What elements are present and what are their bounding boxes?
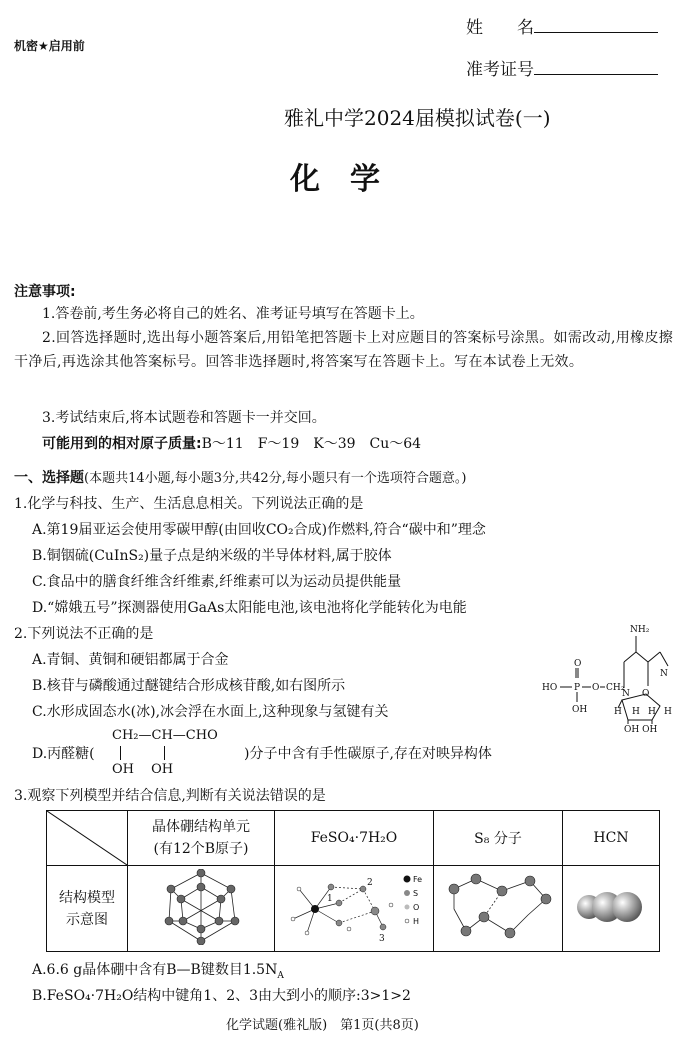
q1-stem: 1.化学与科技、生产、生活息息相关。下列说法正确的是 (14, 496, 364, 512)
q2-option-d-post: )分子中含有手性碳原子,存在对映异构体 (244, 746, 492, 762)
section-heading (14, 468, 466, 489)
q1-option-c: C.食品中的膳食纤维含纤维素,纤维素可以为运动员提供能量 (32, 574, 402, 590)
name-field (466, 14, 658, 40)
name-label: 姓 名 (466, 18, 534, 38)
notice-item-1: 1.答卷前,考生务必将自己的姓名、准考证号填写在答题卡上。 (42, 306, 424, 322)
legend-fe: Fe (413, 874, 423, 884)
notice-item-3: 3.考试结束后,将本试题卷和答题卡一并交回。 (42, 410, 326, 426)
hcn-model-cell (563, 866, 660, 952)
nh2-label: NH₂ (630, 625, 650, 635)
boron-icosahedron-image (161, 869, 241, 945)
section-desc: (本题共14小题,每小题3分,共42分,每小题只有一个选项符合题意。) (84, 471, 467, 486)
s8-ring-image (438, 869, 558, 945)
angle-label-1: 1 (327, 893, 333, 904)
table-corner-cell (47, 811, 128, 866)
ether-o-label: O (592, 683, 600, 693)
notice-item-2: 2.回答选择题时,选出每小题答案后,用铅笔把答题卡上对应题目的答案标号涂黑。如需改动,用橡皮擦干净后,再选涂其他答案标号。回答非选择题时,将答案写在答题卡上。写在本试卷上无效。 (14, 330, 674, 370)
q2-option-c: C.水形成固态水(冰),冰会浮在水面上,这种现象与氢键有关 (32, 704, 389, 720)
q3-option-b: B.FeSO₄·7H₂O结构中键角1、2、3由大到小的顺序:3>1>2 (32, 988, 411, 1004)
table-header-boron (128, 811, 275, 866)
notice-title: 注意事项: (14, 284, 76, 300)
exam-title: 雅礼中学2024届模拟试卷(一) (284, 106, 551, 130)
hcn-space-filling-image (571, 882, 651, 932)
feso4-model-cell (275, 866, 434, 952)
atomic-mass-values: B～11 F～19 K～39 Cu～64 (201, 436, 422, 452)
h-label-3: H (648, 707, 656, 717)
phosphate-o-top: O (574, 659, 582, 669)
q2-stem: 2.下列说法不正确的是 (14, 626, 154, 642)
h-label-4: H (664, 707, 672, 717)
boron-model-cell (128, 866, 275, 952)
q2-option-b: B.核苷与磷酸通过醚键结合形成核苷酸,如右图所示 (32, 678, 346, 694)
table-header-s8: S₈ 分子 (434, 811, 563, 866)
id-field (466, 56, 658, 82)
id-label: 准考证号 (466, 60, 534, 80)
phosphate-oh-label: OH (572, 705, 588, 715)
glyceraldehyde-formula-bottom: OH OH (112, 762, 174, 777)
boron-header-line2: (有12个B原子) (153, 841, 249, 857)
page-footer: 化学试题(雅礼版) 第1页(共8页) (226, 1018, 419, 1033)
h-label-1: H (614, 707, 622, 717)
ho-label: HO (542, 683, 558, 693)
q3-option-a (32, 960, 284, 986)
id-blank (534, 56, 658, 75)
diagonal-line (47, 811, 127, 865)
section-title: 一、选择题 (14, 470, 84, 486)
boron-header-line1: 晶体硼结构单元 (152, 819, 250, 835)
formula-bond-2 (164, 746, 165, 760)
glyceraldehyde-formula-top: CH₂—CH—CHO (112, 728, 218, 743)
ohoh-label: OH OH (624, 725, 658, 735)
model-table (46, 810, 660, 952)
angle-label-3: 3 (379, 933, 385, 944)
h-label-2: H (632, 707, 640, 717)
name-blank (534, 14, 658, 33)
ch2-label: CH₂ (606, 683, 625, 693)
q2-option-a: A.青铜、黄铜和硬铝都属于合金 (32, 652, 229, 668)
table-header-feso4: FeSO₄·7H₂O (275, 811, 434, 866)
feso4-model-image (279, 867, 429, 947)
table-header-hcn: HCN (563, 811, 660, 866)
table-row-label (47, 866, 128, 952)
q1-option-a: A.第19届亚运会使用零碳甲醇(由回收CO₂合成)作燃料,符合“碳中和”理念 (32, 522, 486, 538)
nucleotide-structure-figure (536, 616, 682, 740)
legend-o: O (413, 902, 420, 912)
angle-label-2: 2 (367, 877, 373, 888)
q2-option-d-pre: D.丙醛糖( (32, 746, 95, 762)
q1-option-b: B.铜铟硫(CuInS₂)量子点是纳米级的半导体材料,属于胶体 (32, 548, 392, 564)
subject-title: 化 学 (290, 162, 380, 197)
purine-n-label: N (660, 669, 668, 679)
row-label-line2: 示意图 (66, 911, 108, 928)
atomic-mass-line (42, 434, 421, 454)
ring-o-label: O (642, 689, 650, 699)
q1-option-d: D.“嫦娥五号”探测器使用GaAs太阳能电池,该电池将化学能转化为电能 (32, 600, 467, 616)
confidential-mark: 机密★启用前 (14, 39, 85, 53)
p-label: P (574, 683, 581, 693)
row-label-line1: 结构模型 (59, 889, 115, 906)
atomic-mass-label: 可能用到的相对原子质量: (42, 436, 202, 452)
q3-option-a-sub: A (277, 970, 284, 981)
legend-s: S (413, 888, 419, 898)
formula-bond-1 (120, 746, 121, 760)
q3-stem: 3.观察下列模型并结合信息,判断有关说法错误的是 (14, 788, 326, 804)
legend-h: H (413, 916, 420, 926)
ring-n-label: N (622, 689, 630, 699)
s8-model-cell (434, 866, 563, 952)
q3-option-a-text: A.6.6 g晶体硼中含有B—B键数目1.5N (32, 962, 278, 978)
